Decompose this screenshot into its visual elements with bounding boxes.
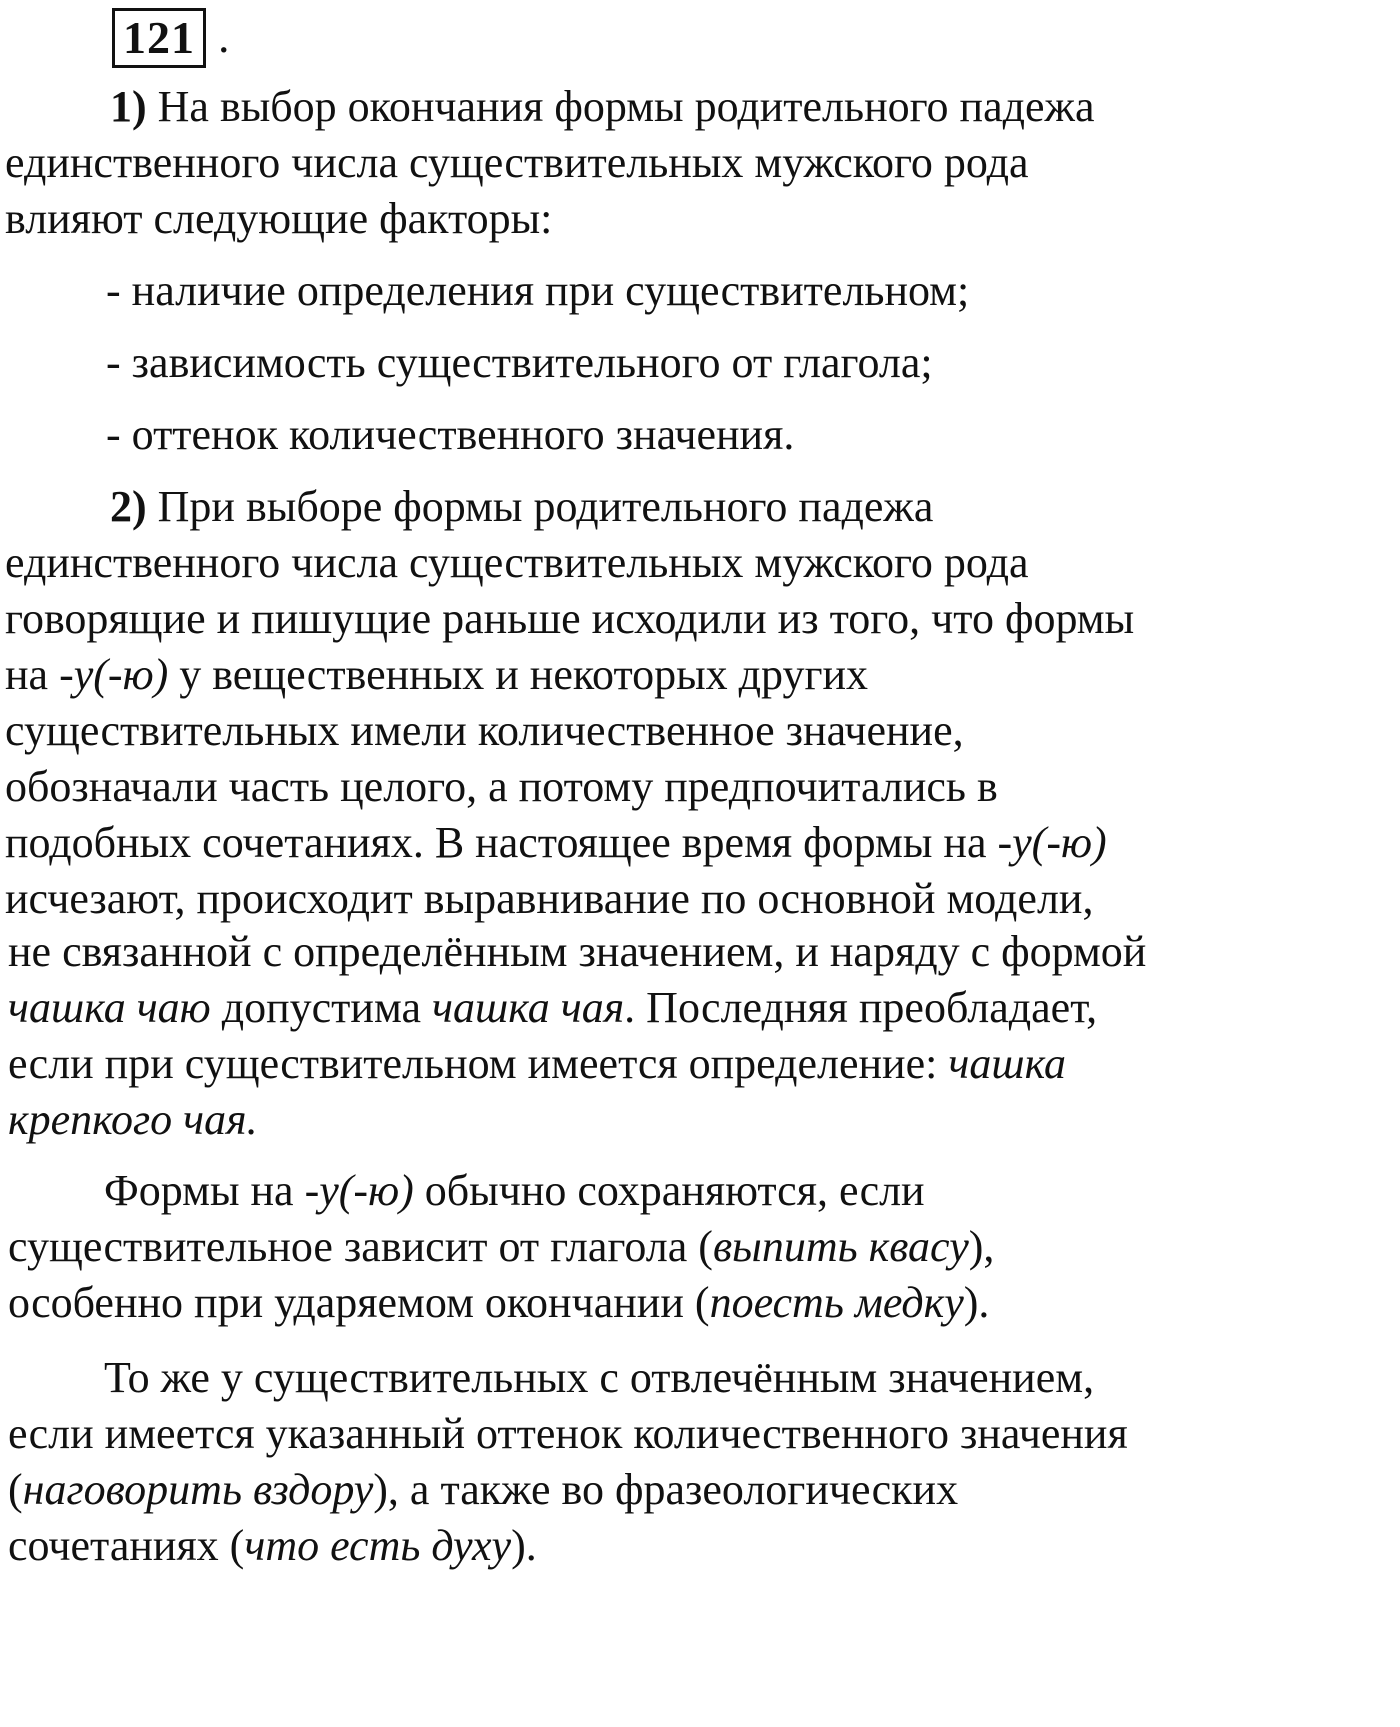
p2-line-10-b: допустима: [210, 983, 433, 1032]
p3-line-2: [8, 1219, 994, 1275]
p2-line-7: [5, 815, 1107, 871]
p2-line-11: [8, 1036, 1066, 1092]
p2-line-7-a: подобных сочетаниях. В настоящее время формы на: [5, 818, 998, 867]
p2-line-4-c: у вещественных и некоторых других: [168, 650, 869, 699]
example-chashka-chaya: чашка чая: [432, 983, 625, 1032]
factor-item-2: - зависимость существительного от глагола;: [106, 338, 933, 387]
p3-line-1-a: Формы на: [104, 1166, 305, 1215]
p2-line-1: [110, 479, 933, 535]
p3-line-2-a: существительное зависит от глагола (: [8, 1222, 713, 1271]
p2-line-11-example: чашка: [948, 1039, 1067, 1088]
p4-line-3-c: ), а также во фразеологических: [373, 1465, 959, 1514]
p1-marker: 1): [110, 82, 147, 131]
p2-line-11-a: если при существительном имеется определение:: [8, 1039, 949, 1088]
p2-marker: 2): [110, 482, 147, 531]
p4-line-4-c: ).: [511, 1521, 537, 1570]
p2-text-1: При выборе формы родительного падежа: [157, 482, 934, 531]
p4-line-3: [8, 1462, 958, 1518]
p4-line-3-a: (: [8, 1465, 23, 1514]
p1-text-1: На выбор окончания формы родительного падежа: [157, 82, 1095, 131]
p2-line-9: не связанной с определённым значением, и наряду с формой: [8, 927, 1147, 976]
factor-item-1: - наличие определения при существительном;: [106, 266, 970, 315]
p4-line-4: [8, 1518, 537, 1574]
p3-line-1-ending: -у(-ю): [304, 1166, 414, 1215]
p3-line-3-a: особенно при ударяемом окончании (: [8, 1278, 710, 1327]
p3-line-3: [8, 1275, 989, 1331]
p2-line-6: обозначали часть целого, а потому предпочитались в: [5, 762, 998, 811]
p2-line-7-ending: -у(-ю): [997, 818, 1107, 867]
example-vypit-kvasu: выпить квасу: [712, 1222, 969, 1271]
p2-line-8: исчезают, происходит выравнивание по основной модели,: [5, 874, 1094, 923]
example-chto-est-dukhu: что есть духу: [244, 1521, 512, 1570]
p1-line-2: единственного числа существительных мужского рода: [5, 138, 1029, 187]
example-nagovorit-vzdoru: наговорить вздору: [22, 1465, 374, 1514]
p2-line-4-ending: -у(-ю): [59, 650, 169, 699]
p2-line-12: крепкого чая.: [8, 1095, 258, 1144]
p1-line-1: [110, 79, 1094, 135]
p3-line-1-c: обычно сохраняются, если: [413, 1166, 925, 1215]
p3-line-1: [104, 1163, 925, 1219]
p4-line-1: То же у существительных с отвлечённым значением,: [104, 1353, 1095, 1402]
p2-line-4: [5, 647, 868, 703]
p3-line-3-c: ).: [963, 1278, 990, 1327]
example-poest-medku: поесть медку: [709, 1278, 964, 1327]
exercise-number-dot: .: [218, 11, 230, 62]
p2-line-2: единственного числа существительных мужского рода: [5, 538, 1029, 587]
p3-line-2-c: ),: [968, 1222, 995, 1271]
p4-line-2: если имеется указанный оттенок количественного значения: [8, 1409, 1128, 1458]
exercise-number: 121: [112, 8, 206, 68]
p2-line-10-d: . Последняя преобладает,: [624, 983, 1098, 1032]
p2-line-5: существительных имели количественное значение,: [5, 706, 964, 755]
p2-line-3: говорящие и пишущие раньше исходили из того, что формы: [5, 594, 1135, 643]
example-chashka-chayu: чашка чаю: [8, 983, 211, 1032]
p4-line-4-a: сочетаниях (: [8, 1521, 245, 1570]
p2-line-10: [8, 980, 1097, 1036]
p1-line-3: влияют следующие факторы:: [5, 194, 553, 243]
p2-line-4-a: на: [5, 650, 60, 699]
factor-item-3: - оттенок количественного значения.: [106, 410, 795, 459]
